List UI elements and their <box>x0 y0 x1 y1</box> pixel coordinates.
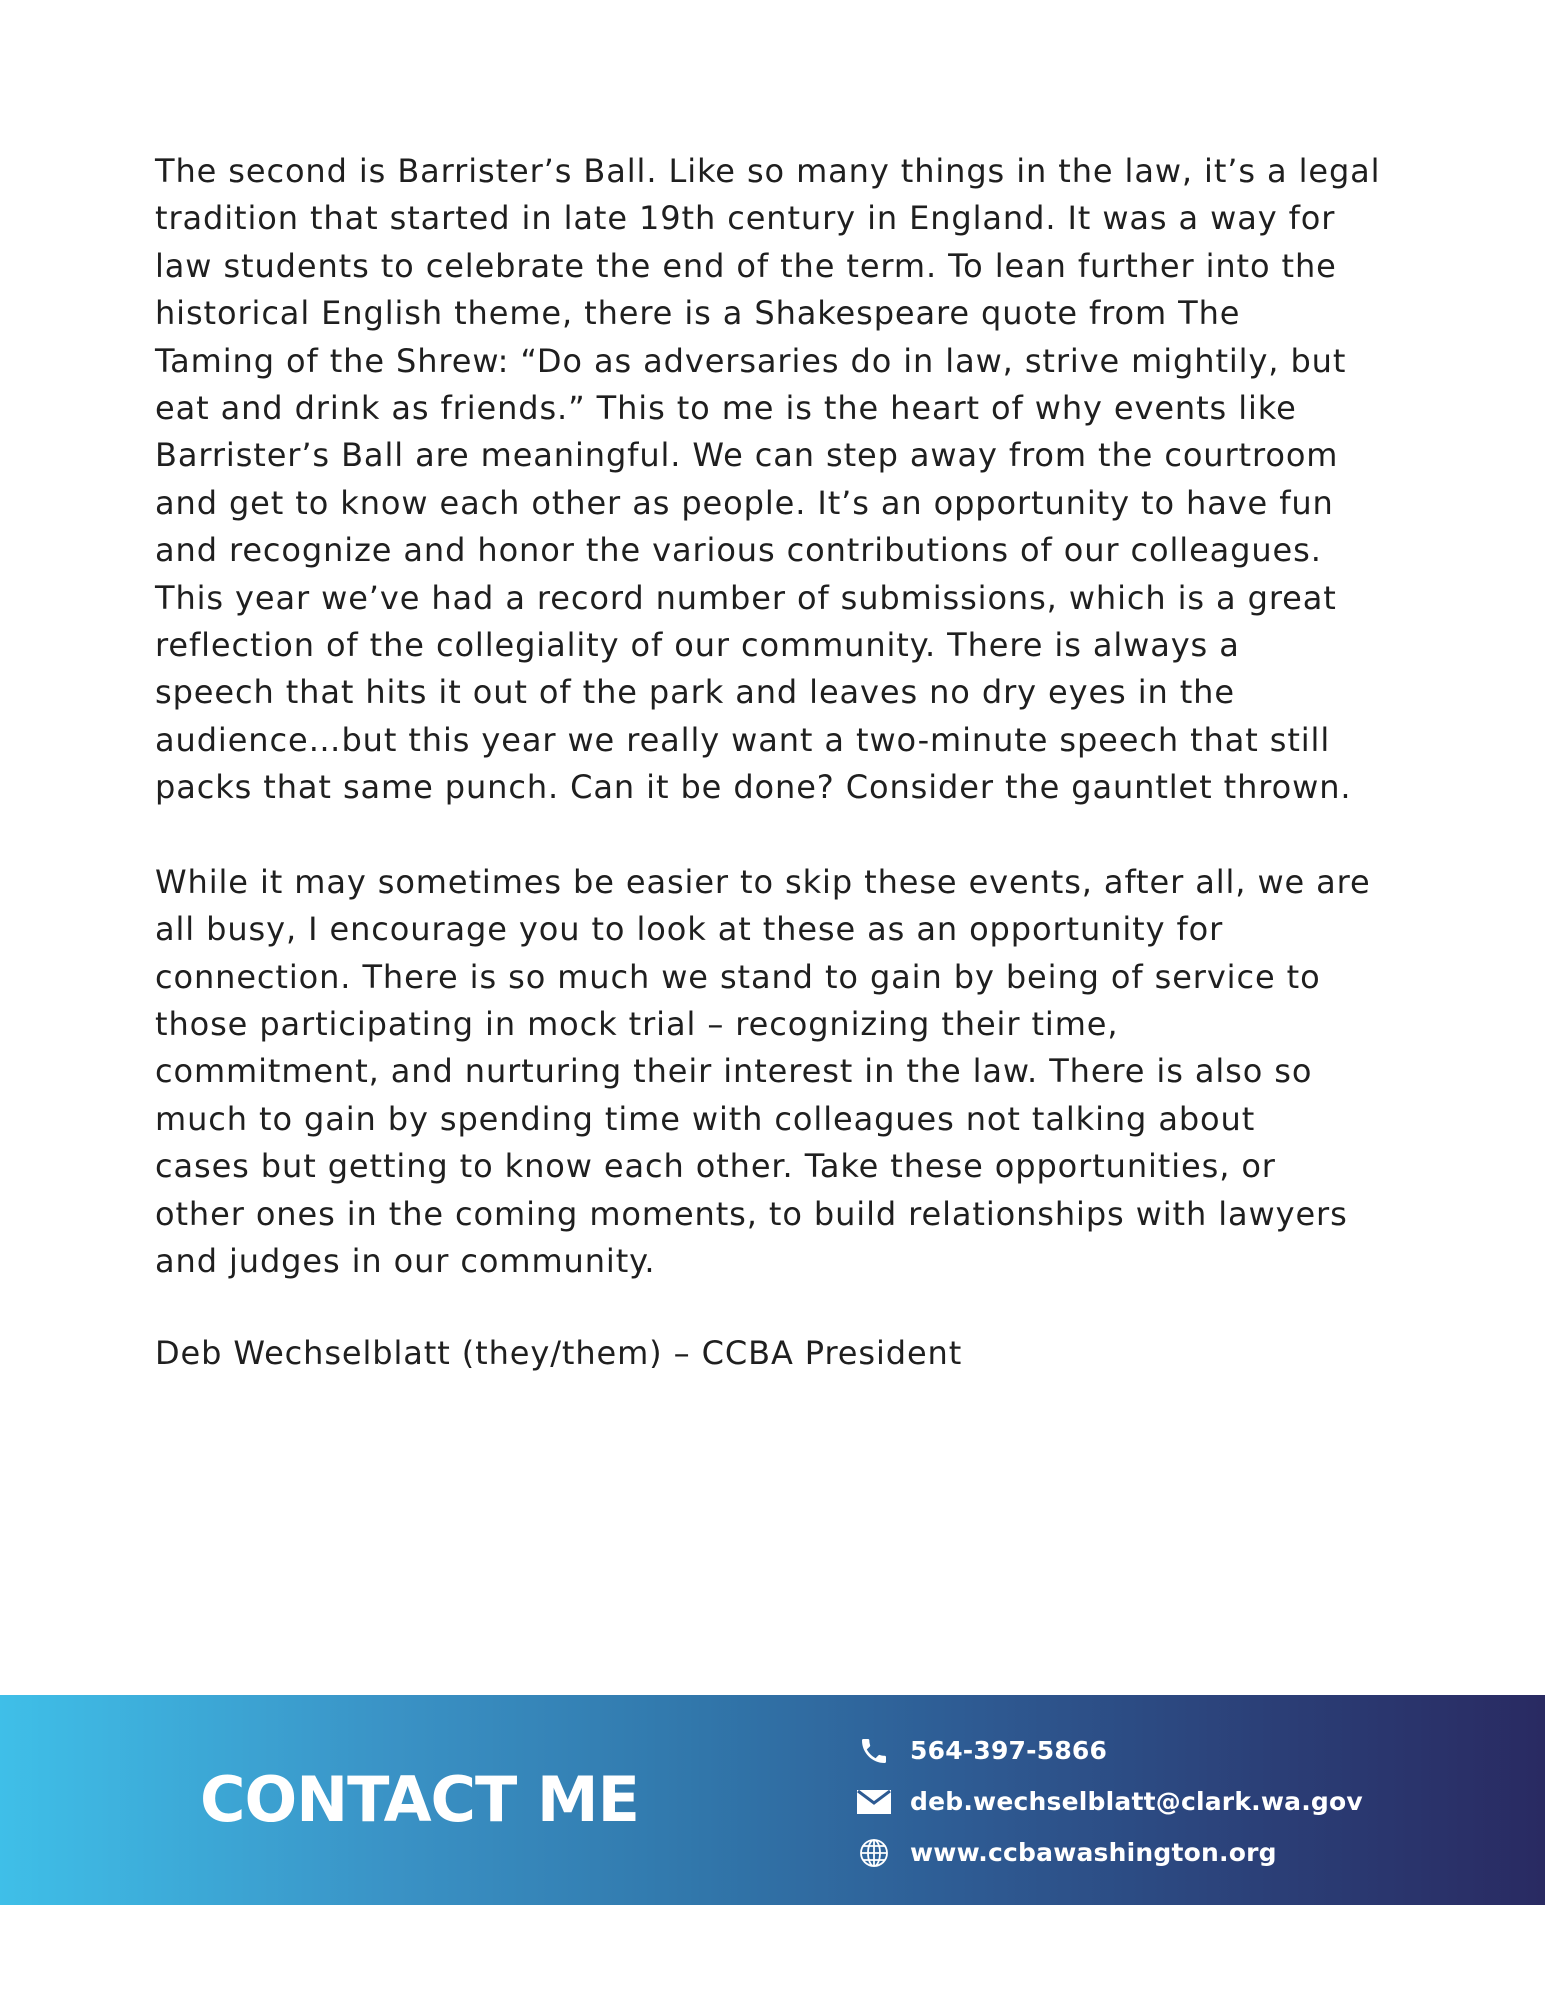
text-line: While it may sometimes be easier to skip these events, after all, we are <box>155 862 1371 901</box>
text-line: Barrister’s Ball are meaningful. We can step away from the courtroom <box>155 436 1339 475</box>
contact-email-text[interactable]: deb.wechselblatt@clark.wa.gov <box>910 1787 1363 1816</box>
contact-phone[interactable] <box>856 1725 1496 1776</box>
text-line: those participating in mock trial – recognizing their time, <box>155 1004 1119 1043</box>
contact-phone-text[interactable]: 564-397-5866 <box>910 1736 1108 1765</box>
paragraph-spacer <box>155 1285 1400 1330</box>
signature: Deb Wechselblatt (they/them) – CCBA President <box>155 1334 963 1373</box>
text-line: eat and drink as friends.” This to me is the heart of why events like <box>155 389 1297 428</box>
text-line: commitment, and nurturing their interest in the law. There is also so <box>155 1052 1313 1091</box>
text-line: The second is Barrister’s Ball. Like so many things in the law, it’s a legal <box>155 152 1381 190</box>
globe-icon <box>856 1835 892 1871</box>
text-line: reflection of the collegiality of our community. There is always a <box>155 626 1240 665</box>
text-line: speech that hits it out of the park and leaves no dry eyes in the <box>155 673 1235 712</box>
contact-email[interactable] <box>856 1776 1496 1827</box>
text-line: law students to celebrate the end of the term. To lean further into the <box>155 246 1337 285</box>
text-line: Taming of the Shrew: “Do as adversaries do in law, strive mightily, but <box>155 341 1347 380</box>
text-line: packs that same punch. Can it be done? Consider the gauntlet thrown. <box>155 768 1352 807</box>
paragraph-spacer <box>155 812 1400 859</box>
contact-list <box>856 1725 1496 1878</box>
contact-website-text[interactable]: www.ccbawashington.org <box>910 1838 1277 1867</box>
text-line: historical English theme, there is a Shakespeare quote from The <box>155 294 1241 333</box>
text-line: much to gain by spending time with colleagues not talking about <box>155 1099 1256 1138</box>
text-line: tradition that started in late 19th century in England. It was a way for <box>155 199 1336 238</box>
text-line: other ones in the coming moments, to build relationships with lawyers <box>155 1194 1348 1233</box>
text-line: all busy, I encourage you to look at these as an opportunity for <box>155 910 1224 949</box>
envelope-icon <box>856 1784 892 1820</box>
text-line: cases but getting to know each other. Take these opportunities, or <box>155 1147 1276 1186</box>
text-line: audience…but this year we really want a two-minute speech that still <box>155 720 1331 759</box>
text-line: This year we’ve had a record number of submissions, which is a great <box>155 578 1337 617</box>
paragraph-connection <box>155 859 1400 1286</box>
letter-content <box>155 148 1400 1378</box>
text-line: and judges in our community. <box>155 1241 656 1280</box>
text-line: connection. There is so much we stand to gain by being of service to <box>155 957 1321 996</box>
contact-website[interactable] <box>856 1827 1496 1878</box>
contact-title: CONTACT ME <box>200 1763 639 1836</box>
text-line: and get to know each other as people. It’s an opportunity to have fun <box>155 483 1334 522</box>
paragraph-barristers-ball <box>155 148 1400 812</box>
text-line: and recognize and honor the various contributions of our colleagues. <box>155 531 1322 570</box>
contact-footer <box>0 1695 1545 1905</box>
phone-icon <box>856 1733 892 1769</box>
